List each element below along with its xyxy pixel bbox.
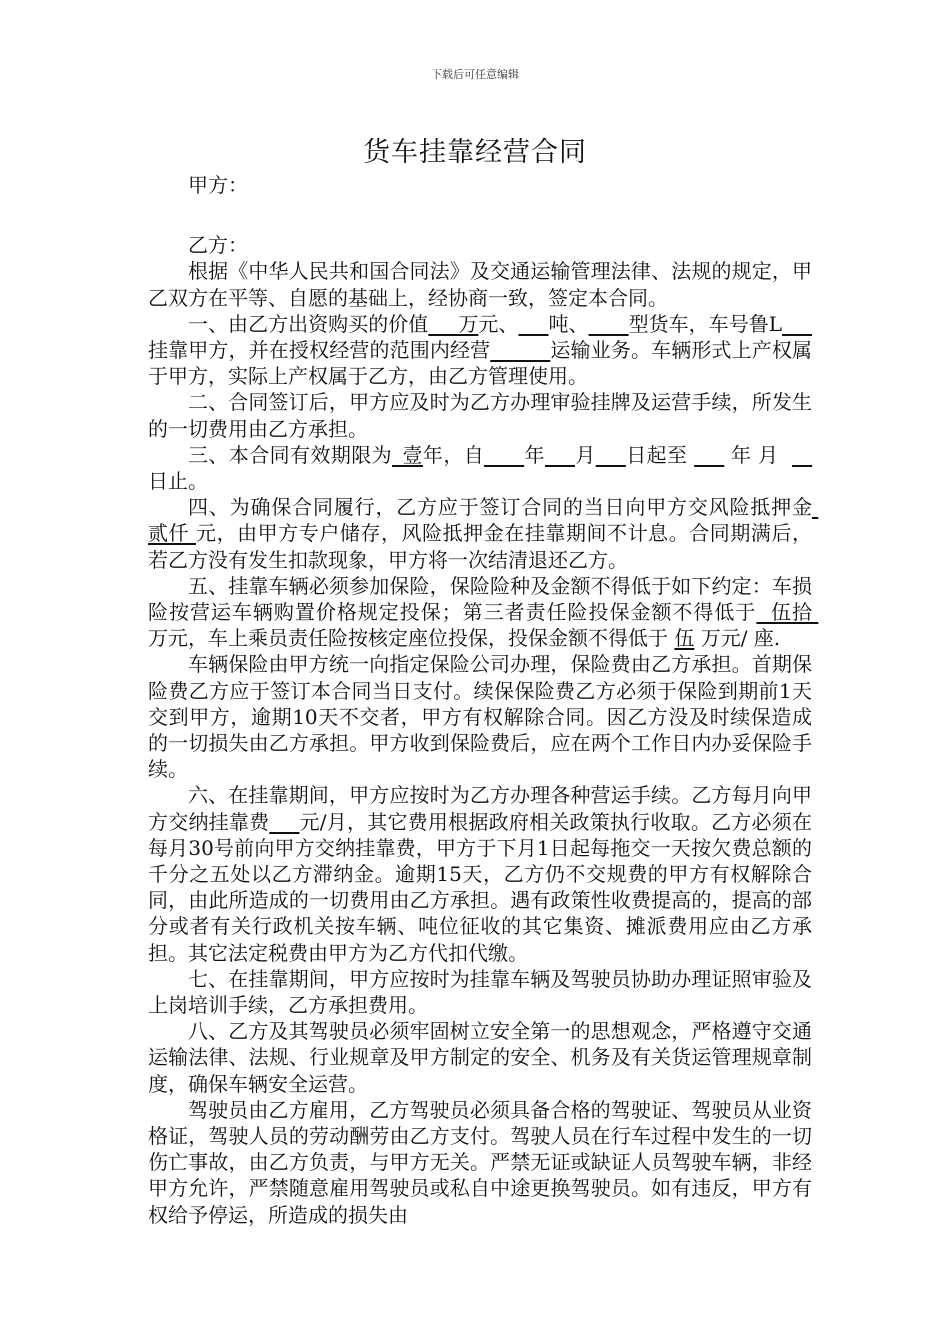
- blank-third-party-amount: 伍拾: [756, 600, 819, 625]
- clause-2: 二、合同签订后，甲方应及时为乙方办理审验挂牌及运营手续，所发生的一切费用由乙方承担。: [148, 390, 812, 441]
- clause-3-text: 年: [524, 442, 545, 467]
- blank-start-month: ___: [544, 442, 575, 467]
- blank-business: ______: [490, 337, 551, 362]
- blank-start-year: ____: [484, 442, 525, 467]
- blank-plate: ___: [782, 311, 813, 336]
- contract-body: [148, 172, 825, 1228]
- clause-4-text: 元，由甲方专户储存，风险抵押金在挂靠期间不计息。合同期满后，若乙方没有发生扣款现象，甲方将一次结清退还乙方。: [148, 521, 813, 572]
- clause-5-text: 万元，车上乘员责任险按核定座位投保，投保金额不得低于: [148, 600, 825, 651]
- clause-8: 八、乙方及其驾驶员必须牢固树立安全第一的思想观念，严格遵守交通运输法律、法规、行业规章及甲方制定的安全、机务及有关货运管理规章制度，确保车辆安全运营。: [148, 1019, 812, 1096]
- clause-4-text: 四、为确保合同履行，乙方应于签订合同的当日向甲方交风险抵押金: [188, 495, 812, 520]
- clause-3-text: 三、本合同有效期限为: [188, 442, 393, 467]
- clause-3-text: 年，自: [422, 442, 485, 467]
- insurance-paragraph: 车辆保险由甲方统一向指定保险公司办理，保险费由乙方承担。首期保险费乙方应于签订本合同当日支付。续保保险费乙方必须于保险到期前1天交到甲方，逾期10天不交者，甲方有权解除合同。因乙方没及时续保造成的一切损失由乙方承担。甲方收到保险费后，应在两个工作日内办妥保险手续。: [148, 652, 812, 782]
- blank-line: [148, 198, 812, 232]
- blank-price: ___万: [428, 311, 479, 336]
- clause-1-text: 挂靠甲方，并在授权经营的范围内经营: [148, 337, 491, 362]
- clause-5: [148, 573, 825, 652]
- clause-6-text: 元/月，其它费用根据政府相关政策执行收取。乙方必须在每月30号前向甲方交纳挂靠费，甲方于下月1日起每拖交一天按欠费总额的千分之五处以乙方滞纳金。逾期15天，乙方仍不交规费的甲方有权解除合同，由此所造成的一切费用由乙方承担。遇有政策性收费提高的，提高的部分或者有关行政机关按车辆、吨位征收的其它集资、摊派费用应由乙方承担。其它法定税费由甲方为乙方代扣代缴。: [148, 809, 812, 965]
- header-note: 下载后可任意编辑: [431, 68, 519, 81]
- blank-start-day: ___: [595, 442, 626, 467]
- clause-3-text: 日止。: [148, 442, 819, 493]
- blank-seat-amount: 伍: [674, 626, 695, 651]
- clause-4: [148, 494, 819, 573]
- blank-model: ____: [588, 311, 629, 336]
- clause-1-text: 一、由乙方出资购买的价值: [188, 311, 429, 336]
- blank-deposit: 贰仟: [148, 495, 819, 546]
- clause-1-text: 元、: [478, 311, 519, 336]
- clause-3-text: 月: [574, 442, 596, 467]
- party-b-line: 乙方：: [188, 233, 248, 258]
- blank-end-day: __: [792, 442, 813, 467]
- contract-title: 货车挂靠经营合同: [363, 137, 587, 168]
- clause-3-text: 年 月: [724, 442, 793, 467]
- clause-1: [148, 311, 812, 390]
- clause-7: 七、在挂靠期间，甲方应按时为挂靠车辆及驾驶员协助办理证照审验及上岗培训手续，乙方承担费用。: [148, 966, 812, 1018]
- intro-paragraph: 根据《中华人民共和国合同法》及交通运输管理法律、法规的规定，甲乙双方在平等、自愿的基础上，经协商一致，签定本合同。: [148, 259, 812, 310]
- clause-1-text: 运输业务。车辆形式上产权属于甲方，实际上产权属于乙方，由乙方管理使用。: [148, 337, 813, 389]
- blank-tonnage: ___: [518, 311, 549, 336]
- clause-5-text: 五、挂靠车辆必须参加保险，保险险种及金额不得低于如下约定：车损险按营运车辆购置价格规定投保；第三者责任险投保金额不得低于: [148, 573, 812, 625]
- blank-monthly-fee: ___: [269, 809, 300, 834]
- clause-6-text: 六、在挂靠期间，甲方应按时为乙方办理各种营运手续。乙方每月向甲方交纳挂靠费: [148, 783, 812, 834]
- drivers-paragraph: 驾驶员由乙方雇用，乙方驾驶员必须具备合格的驾驶证、驾驶员从业资格证，驾驶人员的劳动酬劳由乙方支付。驾驶人员在行车过程中发生的一切伤亡事故，由乙方负责，与甲方无关。严禁无证或缺证人员驾驶车辆，非经甲方允许，严禁随意雇用驾驶员或私自中途更换驾驶员。如有违反，甲方有权给予停运，所造成的损失由: [148, 1097, 812, 1227]
- blank-term-years: _壹: [392, 442, 423, 467]
- party-a-line: 甲方：: [188, 173, 248, 197]
- clause-3: [148, 442, 819, 494]
- clause-1-text: 型货车，车号鲁L: [628, 311, 783, 336]
- clause-3-text: 日起至: [625, 442, 695, 467]
- blank-end-year: ___: [694, 442, 725, 467]
- clause-1-text: 吨、: [548, 311, 589, 336]
- clause-5-text: 万元/ 座.: [694, 626, 781, 651]
- clause-6: [148, 782, 812, 965]
